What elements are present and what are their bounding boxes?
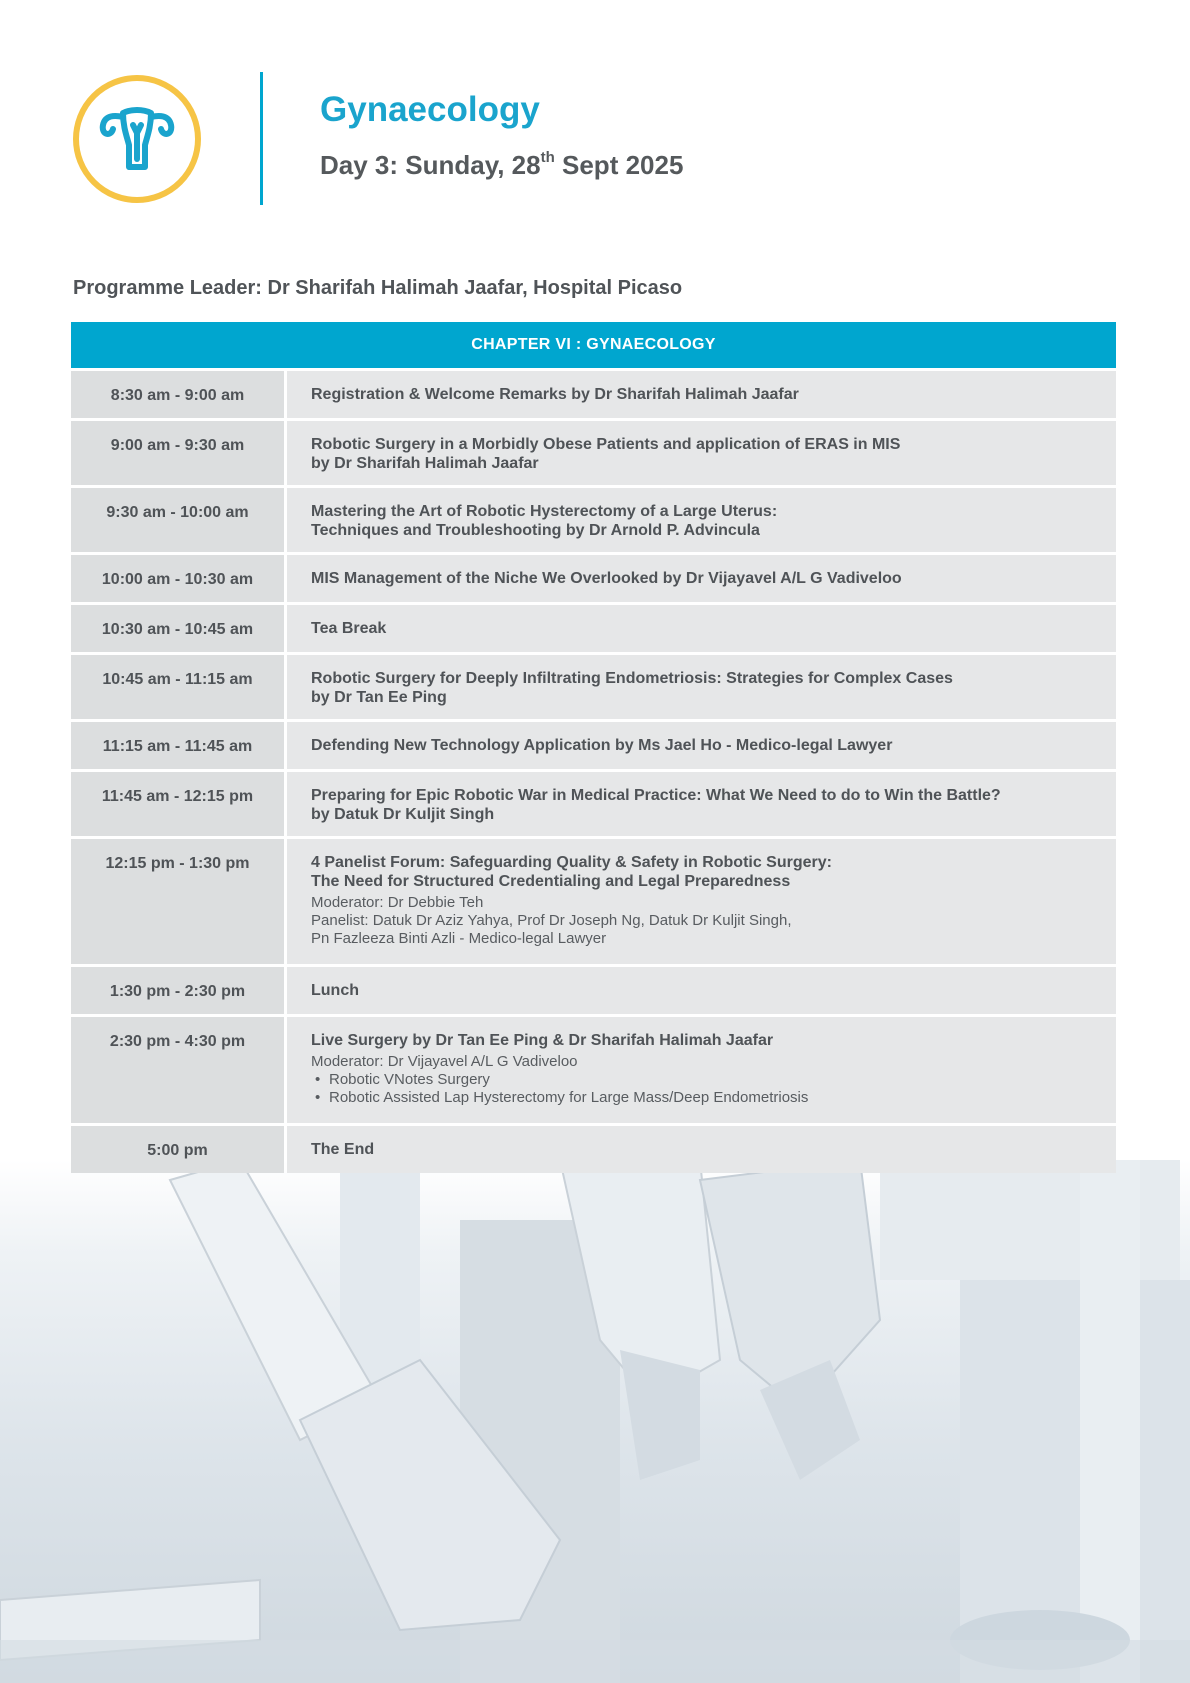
- schedule-row: [71, 772, 1116, 836]
- schedule-description: [287, 605, 1116, 652]
- schedule-time: 10:30 am - 10:45 am: [71, 605, 284, 652]
- schedule-time: 11:15 am - 11:45 am: [71, 722, 284, 769]
- schedule-time: 2:30 pm - 4:30 pm: [71, 1017, 284, 1123]
- schedule-row: [71, 1126, 1116, 1173]
- session-detail-line: Pn Fazleeza Binti Azli - Medico-legal Lawyer: [311, 930, 607, 947]
- page-subtitle: [320, 150, 683, 181]
- subtitle-sup: th: [540, 149, 555, 167]
- uterus-icon: [93, 97, 181, 185]
- schedule-time: 1:30 pm - 2:30 pm: [71, 967, 284, 1014]
- session-details: [311, 1053, 1092, 1071]
- chapter-header: CHAPTER VI : GYNAECOLOGY: [71, 322, 1116, 368]
- subtitle-day: Day 3: Sunday, 28: [320, 150, 541, 180]
- schedule-row: [71, 722, 1116, 769]
- schedule-row: [71, 967, 1116, 1014]
- programme-leader: Programme Leader: Dr Sharifah Halimah Jaafar, Hospital Picaso: [73, 277, 683, 299]
- schedule-time: 5:00 pm: [71, 1126, 284, 1173]
- session-title-line: 4 Panelist Forum: Safeguarding Quality & Safety in Robotic Surgery:: [311, 854, 832, 871]
- session-detail-line: Panelist: Datuk Dr Aziz Yahya, Prof Dr Joseph Ng, Datuk Dr Kuljit Singh,: [311, 912, 792, 929]
- schedule-time: 10:00 am - 10:30 am: [71, 555, 284, 602]
- session-title-line: Registration & Welcome Remarks by Dr Sharifah Halimah Jaafar: [311, 386, 799, 403]
- session-bullet-item: • Robotic Assisted Lap Hysterectomy for Large Mass/Deep Endometriosis: [311, 1089, 1092, 1107]
- session-title-line: Robotic Surgery for Deeply Infiltrating Endometriosis: Strategies for Complex Cases: [311, 670, 953, 687]
- session-title-line: Robotic Surgery in a Morbidly Obese Patients and application of ERAS in MIS: [311, 436, 901, 453]
- session-title-line: The End: [311, 1141, 375, 1158]
- schedule-description: [287, 555, 1116, 602]
- schedule-row: [71, 371, 1116, 418]
- session-detail-line: Moderator: Dr Vijayavel A/L G Vadiveloo: [311, 1053, 578, 1070]
- session-title-line: Techniques and Troubleshooting by Dr Arnold P. Advincula: [311, 522, 760, 539]
- session-title-line: Tea Break: [311, 620, 387, 637]
- session-title-line: by Dr Tan Ee Ping: [311, 689, 447, 706]
- schedule-time: 9:00 am - 9:30 am: [71, 421, 284, 485]
- session-title-line: by Dr Sharifah Halimah Jaafar: [311, 455, 539, 472]
- schedule-description: [287, 488, 1116, 552]
- session-title-line: Preparing for Epic Robotic War in Medical Practice: What We Need to do to Win the Battle?: [311, 787, 1001, 804]
- session-title-line: Lunch: [311, 982, 359, 999]
- session-title-line: Mastering the Art of Robotic Hysterectomy of a Large Uterus:: [311, 503, 778, 520]
- schedule-description: [287, 655, 1116, 719]
- schedule-description: [287, 371, 1116, 418]
- background-robot-image: [0, 1160, 1190, 1683]
- session-title-line: The Need for Structured Credentialing and Legal Preparedness: [311, 873, 791, 890]
- schedule-time: 8:30 am - 9:00 am: [71, 371, 284, 418]
- schedule-table: [71, 322, 1116, 1173]
- schedule-time: 11:45 am - 12:15 pm: [71, 772, 284, 836]
- session-title-line: Defending New Technology Application by Ms Jael Ho - Medico-legal Lawyer: [311, 737, 893, 754]
- schedule-row: [71, 555, 1116, 602]
- session-bullet-list: [311, 1071, 1092, 1107]
- schedule-time: 10:45 am - 11:15 am: [71, 655, 284, 719]
- session-title-line: by Datuk Dr Kuljit Singh: [311, 806, 495, 823]
- schedule-row: [71, 839, 1116, 964]
- schedule-description: [287, 839, 1116, 964]
- schedule-description: [287, 772, 1116, 836]
- schedule-row: [71, 488, 1116, 552]
- subtitle-rest: Sept 2025: [554, 150, 684, 180]
- session-details: [311, 894, 1092, 948]
- schedule-row: [71, 605, 1116, 652]
- page-title: Gynaecology: [320, 90, 540, 129]
- schedule-time: 12:15 pm - 1:30 pm: [71, 839, 284, 964]
- schedule-description: [287, 722, 1116, 769]
- schedule-rows: [71, 371, 1116, 1173]
- schedule-description: [287, 1126, 1116, 1173]
- session-bullet-item: • Robotic VNotes Surgery: [311, 1071, 1092, 1089]
- schedule-row: [71, 421, 1116, 485]
- session-detail-line: Moderator: Dr Debbie Teh: [311, 894, 484, 911]
- header-divider: [260, 72, 263, 205]
- schedule-description: [287, 967, 1116, 1014]
- schedule-row: [71, 1017, 1116, 1123]
- session-title-line: Live Surgery by Dr Tan Ee Ping & Dr Sharifah Halimah Jaafar: [311, 1032, 774, 1049]
- schedule-row: [71, 655, 1116, 719]
- schedule-description: [287, 421, 1116, 485]
- schedule-time: 9:30 am - 10:00 am: [71, 488, 284, 552]
- gynaecology-logo: [73, 75, 201, 203]
- schedule-description: [287, 1017, 1116, 1123]
- session-title-line: MIS Management of the Niche We Overlooked by Dr Vijayavel A/L G Vadiveloo: [311, 570, 902, 587]
